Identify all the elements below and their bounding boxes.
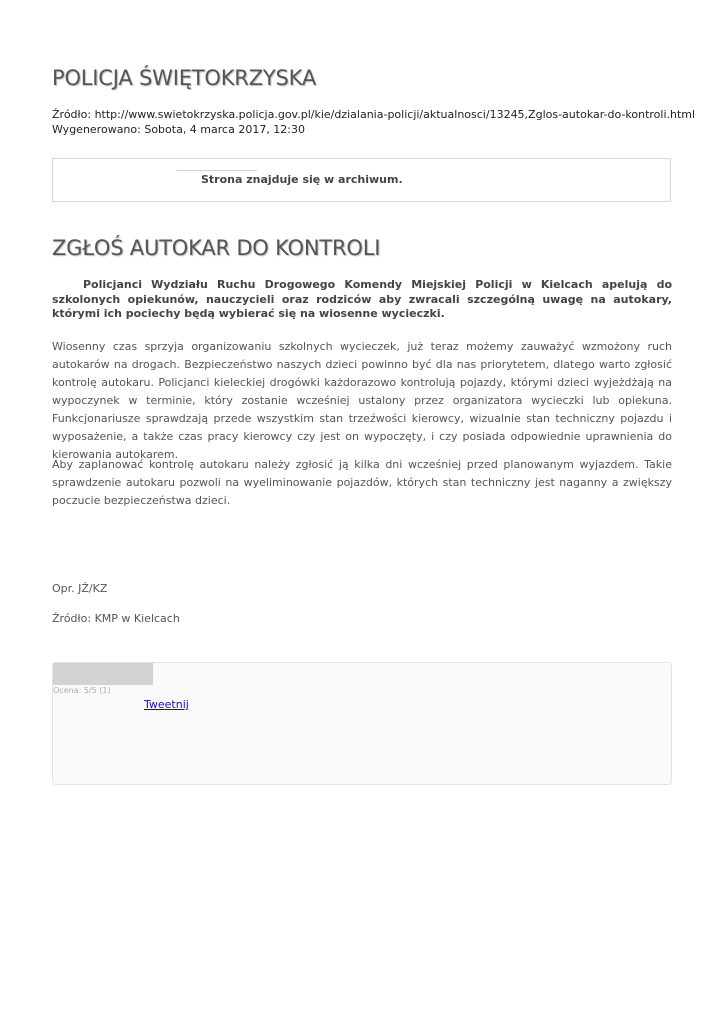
article-source: Źródło: KMP w Kielcach: [52, 612, 180, 625]
tweet-link[interactable]: Tweetnij: [144, 698, 189, 711]
rating-panel: [52, 662, 672, 785]
article-paragraph: Wiosenny czas sprzyja organizowaniu szkolnych wycieczek, już teraz możemy zauważyć wzmożony ruch autokarów na drogach. Bezpieczeństwo naszych dzieci powinno być dla nas priorytetem, dlatego warto zgłosić kontrolę autokaru. Policjanci kieleckiej drogówki każdorazowo kontrolują pojazdy, którymi dzieci wyjeżdżają na wypoczynek w terminie, który zostanie wcześniej ustalony przez organizatora wycieczki lub opiekuna. Funkcjonariusze sprawdzają przede wszystkim stan trzeźwości kierowcy, wizualnie stan techniczny pojazdu i wyposażenie, a także czas pracy kierowcy czy jest on wypoczęty, i czy posiada odpowiednie uprawnienia do kierowania autokarem.: [52, 340, 672, 461]
author-signature: Opr. JŻ/KZ: [52, 582, 108, 595]
article-paragraph: Aby zaplanować kontrolę autokaru należy zgłosić ją kilka dni wcześniej przed planowanym wyjazdem. Takie sprawdzenie autokaru pozwoli na wyeliminowanie pojazdów, których stan techniczny jest naganny a zwiększy poczucie bezpieczeństwa dzieci.: [52, 458, 672, 507]
article-title: ZGŁOŚ AUTOKAR DO KONTROLI: [52, 236, 381, 260]
site-title: POLICJA ŚWIĘTOKRZYSKA: [52, 66, 317, 90]
article-lead: Policjanci Wydziału Ruchu Drogowego Komendy Miejskiej Policji w Kielcach apelują do szkolonych opiekunów, nauczycieli oraz rodziców aby zwracali szczególną uwagę na autokary, którymi ich pociechy będą wybierać się na wiosenne wycieczki.: [52, 278, 672, 320]
source-url-line: Źródło: http://www.swietokrzyska.policja.gov.pl/kie/dzialania-policji/aktualnosci/13245,Zglos-autokar-do-kontroli.html: [52, 108, 696, 121]
archive-notice: Strona znajduje się w archiwum.: [201, 173, 403, 186]
rating-fill: [53, 663, 153, 685]
print-meta: [52, 108, 695, 137]
divider: [177, 170, 257, 171]
rating-stars[interactable]: [53, 663, 153, 685]
archive-notice-box: [52, 158, 671, 202]
generated-date-line: Wygenerowano: Sobota, 4 marca 2017, 12:30: [52, 122, 306, 136]
rating-text: Ocena: 5/5 (1): [53, 686, 111, 695]
